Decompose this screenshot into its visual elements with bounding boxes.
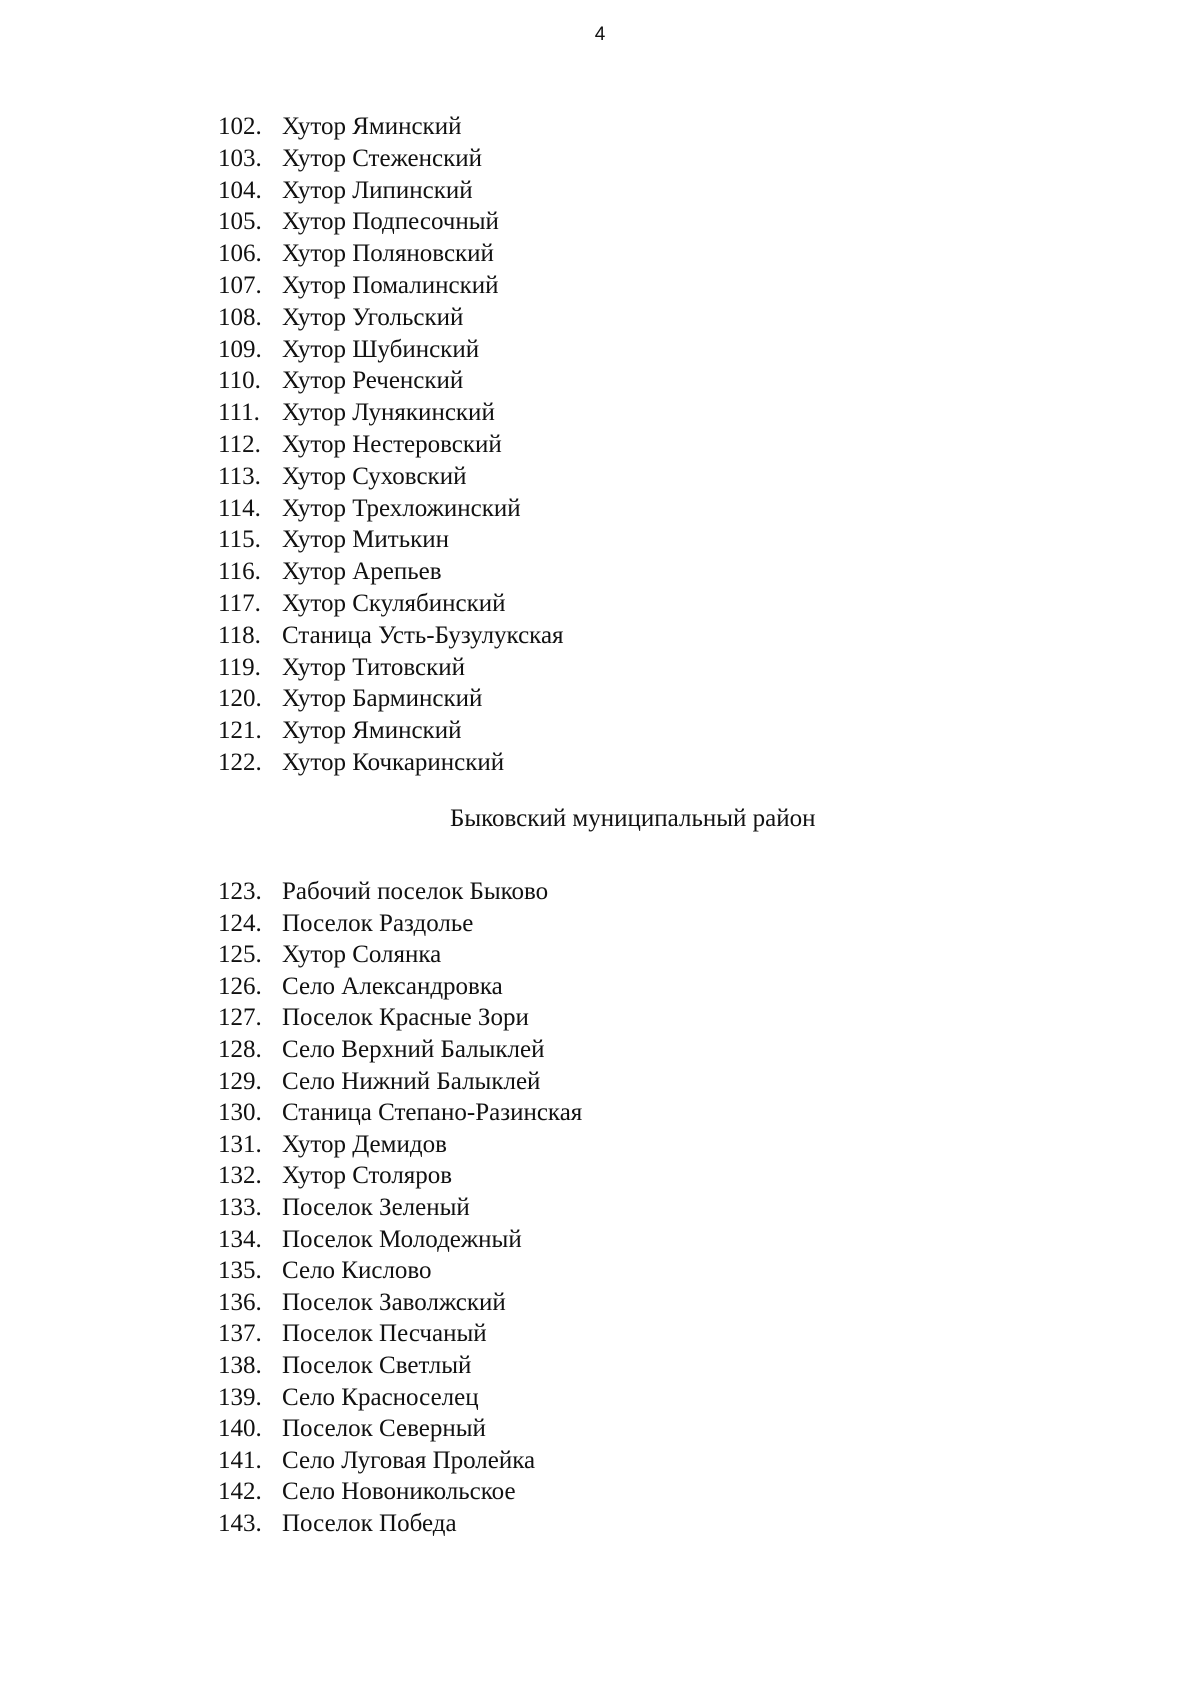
item-number: 119. bbox=[218, 653, 261, 681]
item-number: 141. bbox=[218, 1446, 262, 1474]
item-name: Хутор Помалинский bbox=[282, 271, 499, 299]
item-name: Станица Усть-Бузулукская bbox=[282, 621, 564, 649]
list-item bbox=[218, 397, 564, 429]
item-name: Хутор Титовский bbox=[282, 653, 465, 681]
item-number: 121. bbox=[218, 717, 262, 745]
item-name: Хутор Подпесочный bbox=[282, 208, 499, 236]
list-item bbox=[218, 715, 564, 747]
settlement-list-part-2 bbox=[218, 876, 582, 1539]
item-number: 104. bbox=[218, 176, 262, 204]
list-item bbox=[218, 270, 564, 302]
item-number: 122. bbox=[218, 748, 262, 776]
list-item bbox=[218, 971, 582, 1003]
item-number: 130. bbox=[218, 1099, 262, 1127]
list-item bbox=[218, 302, 564, 334]
list-item bbox=[218, 1508, 582, 1540]
item-name: Поселок Молодежный bbox=[282, 1225, 522, 1253]
list-item bbox=[218, 493, 564, 525]
item-name: Хутор Кочкаринский bbox=[282, 748, 505, 776]
list-item bbox=[218, 652, 564, 684]
list-item bbox=[218, 1160, 582, 1192]
list-item bbox=[218, 1002, 582, 1034]
item-number: 138. bbox=[218, 1351, 262, 1379]
item-number: 123. bbox=[218, 878, 262, 905]
list-item bbox=[218, 620, 564, 652]
list-item bbox=[218, 238, 564, 270]
item-number: 131. bbox=[218, 1130, 262, 1158]
list-item bbox=[218, 556, 564, 588]
item-number: 136. bbox=[218, 1288, 262, 1316]
item-name: Хутор Липинский bbox=[282, 176, 473, 204]
page-number: 4 bbox=[594, 24, 606, 45]
item-name: Хутор Барминский bbox=[282, 685, 483, 713]
list-item bbox=[218, 1255, 582, 1287]
item-name: Село Верхний Балыклей bbox=[282, 1035, 545, 1063]
item-number: 134. bbox=[218, 1225, 262, 1253]
item-number: 127. bbox=[218, 1004, 262, 1032]
item-name: Село Новоникольское bbox=[282, 1478, 516, 1506]
item-number: 114. bbox=[218, 494, 261, 522]
item-name: Село Луговая Пролейка bbox=[282, 1446, 536, 1474]
item-name: Рабочий поселок Быково bbox=[282, 878, 549, 905]
item-number: 142. bbox=[218, 1478, 262, 1506]
item-number: 111. bbox=[218, 399, 260, 427]
list-item bbox=[218, 1476, 582, 1508]
item-name: Хутор Арепьев bbox=[282, 558, 442, 586]
item-number: 140. bbox=[218, 1415, 262, 1443]
list-item bbox=[218, 524, 564, 556]
item-name: Хутор Яминский bbox=[282, 113, 462, 140]
item-number: 105. bbox=[218, 208, 262, 236]
item-number: 103. bbox=[218, 144, 262, 172]
list-item bbox=[218, 461, 564, 493]
item-name: Хутор Стеженский bbox=[282, 144, 482, 172]
list-item bbox=[218, 1129, 582, 1161]
item-name: Поселок Красные Зори bbox=[282, 1004, 529, 1032]
list-item bbox=[218, 175, 564, 207]
item-name: Станица Степано-Разинская bbox=[282, 1099, 583, 1127]
item-name: Хутор Демидов bbox=[282, 1130, 447, 1158]
item-number: 117. bbox=[218, 589, 261, 617]
item-name: Хутор Митькин bbox=[282, 526, 450, 554]
item-name: Хутор Лунякинский bbox=[282, 399, 495, 427]
item-name: Село Красноселец bbox=[282, 1383, 479, 1411]
item-number: 129. bbox=[218, 1067, 262, 1095]
list-item bbox=[218, 111, 564, 143]
item-number: 132. bbox=[218, 1162, 262, 1190]
item-number: 139. bbox=[218, 1383, 262, 1411]
item-number: 124. bbox=[218, 909, 262, 937]
item-number: 102. bbox=[218, 113, 262, 140]
list-item bbox=[218, 683, 564, 715]
item-number: 120. bbox=[218, 685, 262, 713]
list-item bbox=[218, 1097, 582, 1129]
item-number: 110. bbox=[218, 367, 261, 395]
list-item bbox=[218, 1350, 582, 1382]
item-name: Хутор Трехложинский bbox=[282, 494, 521, 522]
item-name: Поселок Северный bbox=[282, 1415, 486, 1443]
list-item bbox=[218, 876, 582, 908]
list-item bbox=[218, 429, 564, 461]
item-number: 135. bbox=[218, 1257, 262, 1285]
item-number: 137. bbox=[218, 1320, 262, 1348]
item-name: Хутор Столяров bbox=[282, 1162, 453, 1190]
list-item bbox=[218, 1287, 582, 1319]
item-number: 143. bbox=[218, 1509, 262, 1537]
item-name: Поселок Зеленый bbox=[282, 1193, 470, 1221]
item-name: Хутор Реченский bbox=[282, 367, 464, 395]
list-item bbox=[218, 143, 564, 175]
item-name: Село Нижний Балыклей bbox=[282, 1067, 541, 1095]
item-number: 112. bbox=[218, 430, 261, 458]
list-item bbox=[218, 365, 564, 397]
section-title: Быковский муниципальный район bbox=[450, 805, 816, 832]
item-number: 107. bbox=[218, 271, 262, 299]
list-item bbox=[218, 1034, 582, 1066]
list-item bbox=[218, 939, 582, 971]
list-item bbox=[218, 1066, 582, 1098]
item-number: 108. bbox=[218, 303, 262, 331]
item-number: 133. bbox=[218, 1193, 262, 1221]
list-item bbox=[218, 1413, 582, 1445]
list-item bbox=[218, 1445, 582, 1477]
item-number: 125. bbox=[218, 941, 262, 969]
item-name: Поселок Раздолье bbox=[282, 909, 474, 937]
item-name: Хутор Солянка bbox=[282, 941, 442, 969]
list-item bbox=[218, 908, 582, 940]
item-name: Село Александровка bbox=[282, 972, 503, 1000]
item-name: Поселок Победа bbox=[282, 1509, 457, 1537]
item-name: Поселок Песчаный bbox=[282, 1320, 487, 1348]
list-item bbox=[218, 1318, 582, 1350]
item-name: Хутор Суховский bbox=[282, 462, 467, 490]
settlement-list-part-1 bbox=[218, 111, 564, 779]
item-name: Хутор Угольский bbox=[282, 303, 464, 331]
item-name: Хутор Поляновский bbox=[282, 240, 494, 268]
list-item bbox=[218, 588, 564, 620]
item-name: Хутор Нестеровский bbox=[282, 430, 502, 458]
list-item bbox=[218, 1224, 582, 1256]
item-name: Хутор Яминский bbox=[282, 717, 462, 745]
item-number: 106. bbox=[218, 240, 262, 268]
item-number: 115. bbox=[218, 526, 261, 554]
item-name: Поселок Светлый bbox=[282, 1351, 472, 1379]
item-name: Село Кислово bbox=[282, 1257, 432, 1285]
list-item bbox=[218, 206, 564, 238]
item-name: Поселок Заволжский bbox=[282, 1288, 506, 1316]
list-item bbox=[218, 1192, 582, 1224]
item-number: 126. bbox=[218, 972, 262, 1000]
item-number: 113. bbox=[218, 462, 261, 490]
list-item bbox=[218, 747, 564, 779]
item-number: 128. bbox=[218, 1035, 262, 1063]
list-item bbox=[218, 334, 564, 366]
item-name: Хутор Шубинский bbox=[282, 335, 480, 363]
item-number: 118. bbox=[218, 621, 261, 649]
item-number: 116. bbox=[218, 558, 261, 586]
list-item bbox=[218, 1382, 582, 1414]
item-number: 109. bbox=[218, 335, 262, 363]
item-name: Хутор Скулябинский bbox=[282, 589, 506, 617]
